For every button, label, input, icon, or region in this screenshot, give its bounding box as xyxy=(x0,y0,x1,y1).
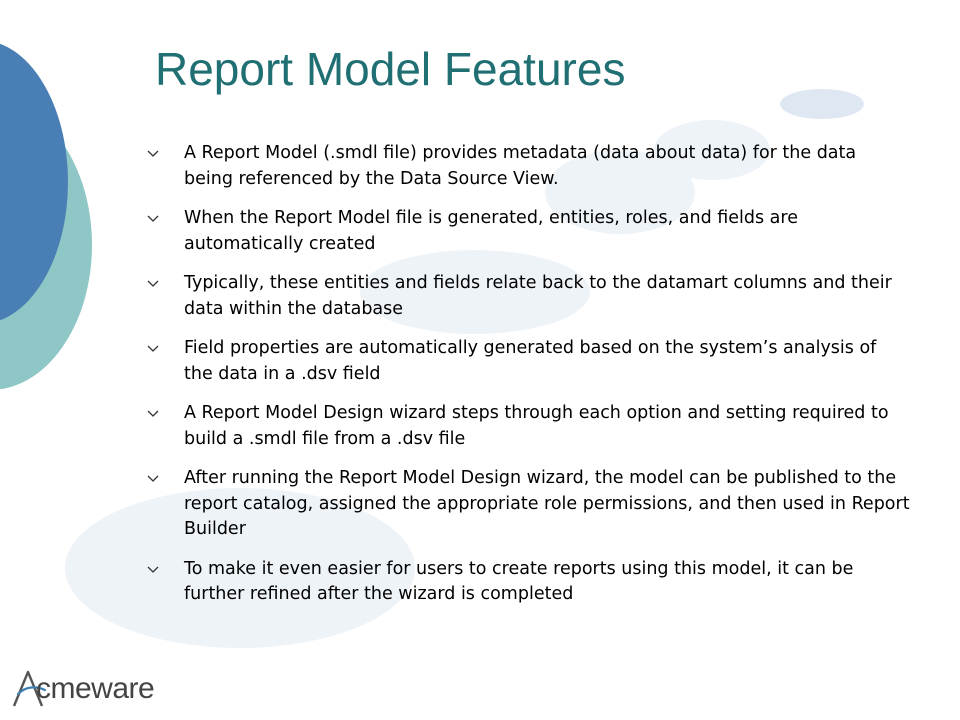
bullet-marker-icon xyxy=(146,141,160,166)
bullet-text: When the Report Model file is generated, entities, roles, and fields are automatically created xyxy=(184,208,798,254)
bullet-marker-icon xyxy=(146,401,160,426)
bullet-text: A Report Model (.smdl file) provides metadata (data about data) for the data being referenced by the Data Source View. xyxy=(184,143,857,189)
bullet-item xyxy=(140,557,910,608)
bullet-marker-icon xyxy=(146,466,160,491)
bullet-list xyxy=(140,141,910,622)
bullet-text: After running the Report Model Design wizard, the model can be published to the report catalog, assigned the appropriate role permissions, and then used in Report Builder xyxy=(184,468,910,539)
bullet-item xyxy=(140,271,910,322)
acmeware-logo xyxy=(12,664,212,714)
bullet-text: Field properties are automatically generated based on the system’s analysis of the data in a .dsv field xyxy=(184,338,877,384)
bullet-marker-icon xyxy=(146,336,160,361)
bullet-item xyxy=(140,141,910,192)
bullet-item xyxy=(140,401,910,452)
bubble-top-right xyxy=(780,89,864,119)
bullet-text: Typically, these entities and fields relate back to the datamart columns and their data within the database xyxy=(184,273,892,319)
bullet-text: To make it even easier for users to create reports using this model, it can be further refined after the wizard is completed xyxy=(184,558,854,604)
bullet-item xyxy=(140,206,910,257)
bullet-item xyxy=(140,466,910,543)
logo-text: cmeware xyxy=(36,672,155,705)
bullet-marker-icon xyxy=(146,206,160,231)
slide-title: Report Model Features xyxy=(155,43,626,95)
bullet-text: A Report Model Design wizard steps through each option and setting required to build a .smdl file from a .dsv file xyxy=(184,403,889,449)
bullet-item xyxy=(140,336,910,387)
bullet-marker-icon xyxy=(146,271,160,296)
bullet-marker-icon xyxy=(146,557,160,582)
